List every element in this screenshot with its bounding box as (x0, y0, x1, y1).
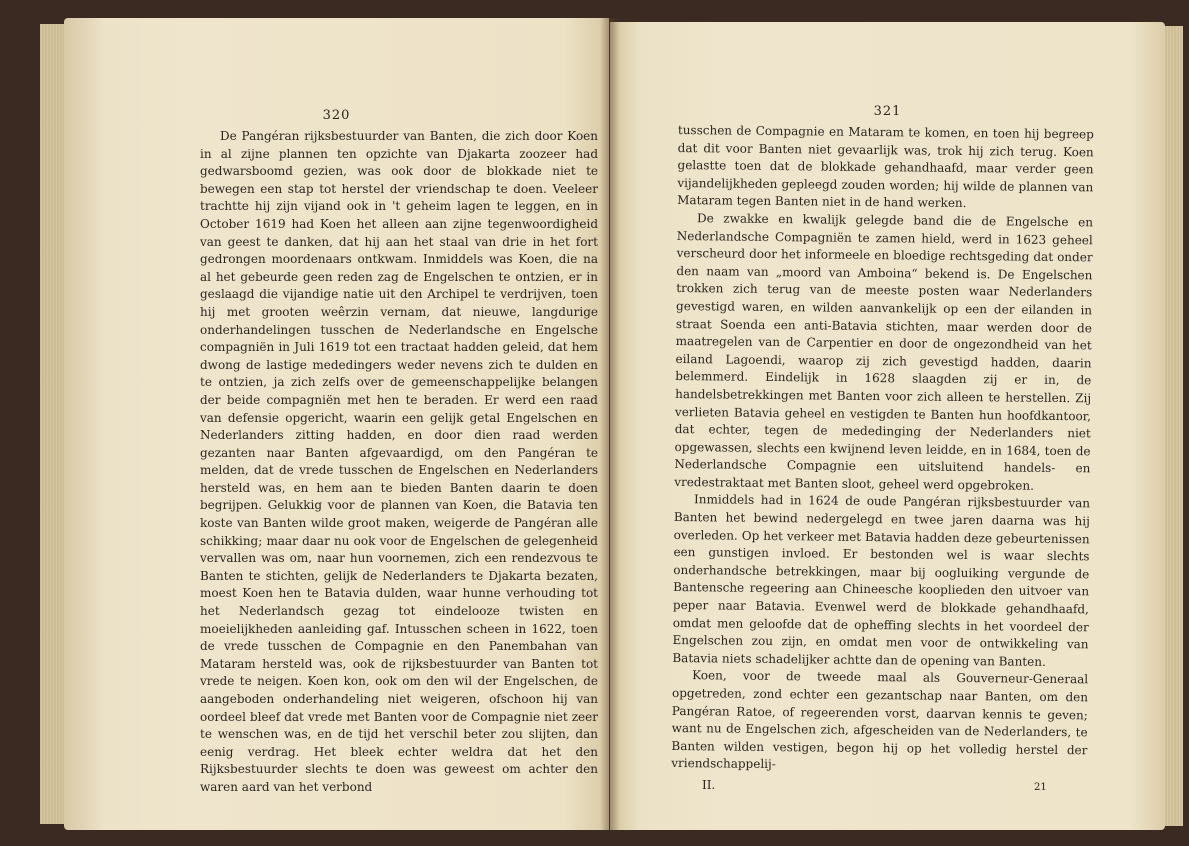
right-page-text (671, 122, 1094, 777)
left-page (64, 18, 609, 830)
left-page-text (200, 128, 598, 797)
left-paragraph-1: De Pangéran rijksbestuurder van Banten, die zich door Koen in al zijne plannen ten opzichte van Djakarta zoozeer had gedwarsboomd gezien, was ook door de blokkade niet te bewegen een stap tot herstel der vriendschap te doen. Veeleer trachtte hij zijn vijand ook in 't geheim lagen te leggen, en in October 1619 had Koen het alleen aan zijne tegenwoordigheid van geest te danken, dat hij aan het staal van drie in het fort gedrongen moordenaars ontkwam. Inmiddels was Koen, die na al het gebeurde geen reden zag de Engelschen te ontzien, er in geslaagd die vijandige natie uit den Archipel te verdrijven, toen hij met grooten weêrzin vernam, dat nieuwe, langdurige onderhandelingen tusschen de Nederlandsche en Engelsche compagniën in Juli 1619 tot een tractaat hadden geleid, dat hem dwong de lastige mededingers weder nevens zich te dulden en te ontzien, ja zich zelfs over de gemeenschappelijke belangen der beide compagniën met hen te beraden. Er werd een raad van defensie opgericht, waarin een gelijk getal Engelschen en Nederlanders zitting hadden, en door dien raad werden gezanten naar Banten afgevaardigd, om den Pangéran te melden, dat de vrede tusschen de Engelschen en Nederlanders hersteld was, en hem aan te bieden Banten daarin te doen begrijpen. Gelukkig voor de plannen van Koen, die Batavia ten koste van Banten wilde groot maken, weigerde de Pangéran alle schikking; maar daar nu ook voor de Engelschen de gelegenheid vervallen was om, naar hun voornemen, zich een rendezvous te Banten te stichten, gelijk de Nederlanders te Djakarta bezaten, moest Koen hen te Batavia dulden, waar hunne verhouding tot het Nederlandsch gezag tot eindelooze twisten en moeielijkheden aanleiding gaf. Intusschen scheen in 1622, toen de vrede tusschen de Compagnie en den Panembahan van Mataram hersteld was, ook de rijksbestuurder van Banten tot vrede te neigen. Koen kon, ook om den wil der Engelschen, de aangeboden onderhandeling niet weigeren, ofschoon hij van oordeel bleef dat vrede met Banten voor de Compagnie niet zeer te wenschen was, en de tijd het verschil beter zou slijten, dan eenig verdrag. Het bleek echter weldra dat het den Rijksbestuurder slechts te doen was geweest om achter den waren aard van het verbond (200, 129, 598, 794)
right-page-number: 321 (873, 104, 902, 119)
book-gutter (600, 18, 620, 830)
signature-number: 21 (1034, 782, 1047, 793)
left-page-edges (40, 24, 66, 824)
right-paragraph-4: Koen, voor de tweede maal als Gouverneur-Generaal opgetreden, zond echter een gezantschap naar Banten, om den Pangéran Ratoe, of regeerenden vorst, daarvan kennis te geven; want nu de Engelschen zich, afgescheiden van de Nederlanders, te Banten wilden vestigen, begon hij op het volledig herstel der vriendschappelij- (671, 668, 1089, 772)
right-paragraph-1: tusschen de Compagnie en Mataram te komen, en toen hij begreep dat dit voor Banten niet gevaarlijk was, trok hij zich terug. Koen gelastte toen dat de blokkade gehandhaafd, maar verder geen vijandelijkheden gepleegd zouden worden; hij wilde de plannen van Mataram tegen Banten niet in de hand werken. (677, 122, 1094, 211)
right-page (610, 22, 1165, 830)
right-paragraph-2: De zwakke en kwalijk gelegde band die de Engelsche en Nederlandsche Compagniën te zamen hield, werd in 1623 geheel verscheurd door het informeele en bloedige rechtsgeding dat onder den naam van „moord van Amboina“ bekend is. De Engelschen trokken zich terug van de meeste posten waar Nederlanders gevestigd waren, en wilden aanvankelijk op een der eilanden in straat Soenda een anti-Batavia stichten, maar werden door de maatregelen van de Carpentier en door de ongezondheid van het eiland Lagoendi, waarop zij zich gevestigd hadden, daarin belemmerd. Eindelijk in 1628 slaagden zij er in, de handelsbetrekkingen met Banten voor zich alleen te herstellen. Zij verlieten Batavia geheel en vestigden te Banten hun hoofdkantoor, dat echter, tegen de mededinging der Nederlanders niet opgewassen, slechts een kwijnend leven leidde, en in 1684, toen de Nederlandsche Compagnie een uitsluitend handels- en vredestraktaat met Banten sloot, geheel werd opgebroken. (674, 211, 1094, 493)
right-paragraph-3: Inmiddels had in 1624 de oude Pangéran rijksbestuurder van Banten het bewind nedergelegd en twee jaren daarna was hij overleden. Op het verkeer met Batavia hadden deze gebeurtenissen een gunstigen invloed. Er bestonden wel is waar slechts onderhandsche betrekkingen, maar bij oogluiking vergunde de Bantensche regeering aan Chineesche kooplieden den uitvoer van peper naar Batavia. Evenwel werd de blokkade gehandhaafd, omdat men geloofde dat de opheffing slechts in het voordeel der Engelschen zou zijn, en omdat men voor de ontwikkeling van Batavia niets schadelijker achtte dan de opening van Banten. (672, 492, 1091, 669)
left-page-number: 320 (322, 108, 351, 123)
signature-volume: II. (702, 778, 716, 792)
right-page-edges (1163, 26, 1183, 826)
